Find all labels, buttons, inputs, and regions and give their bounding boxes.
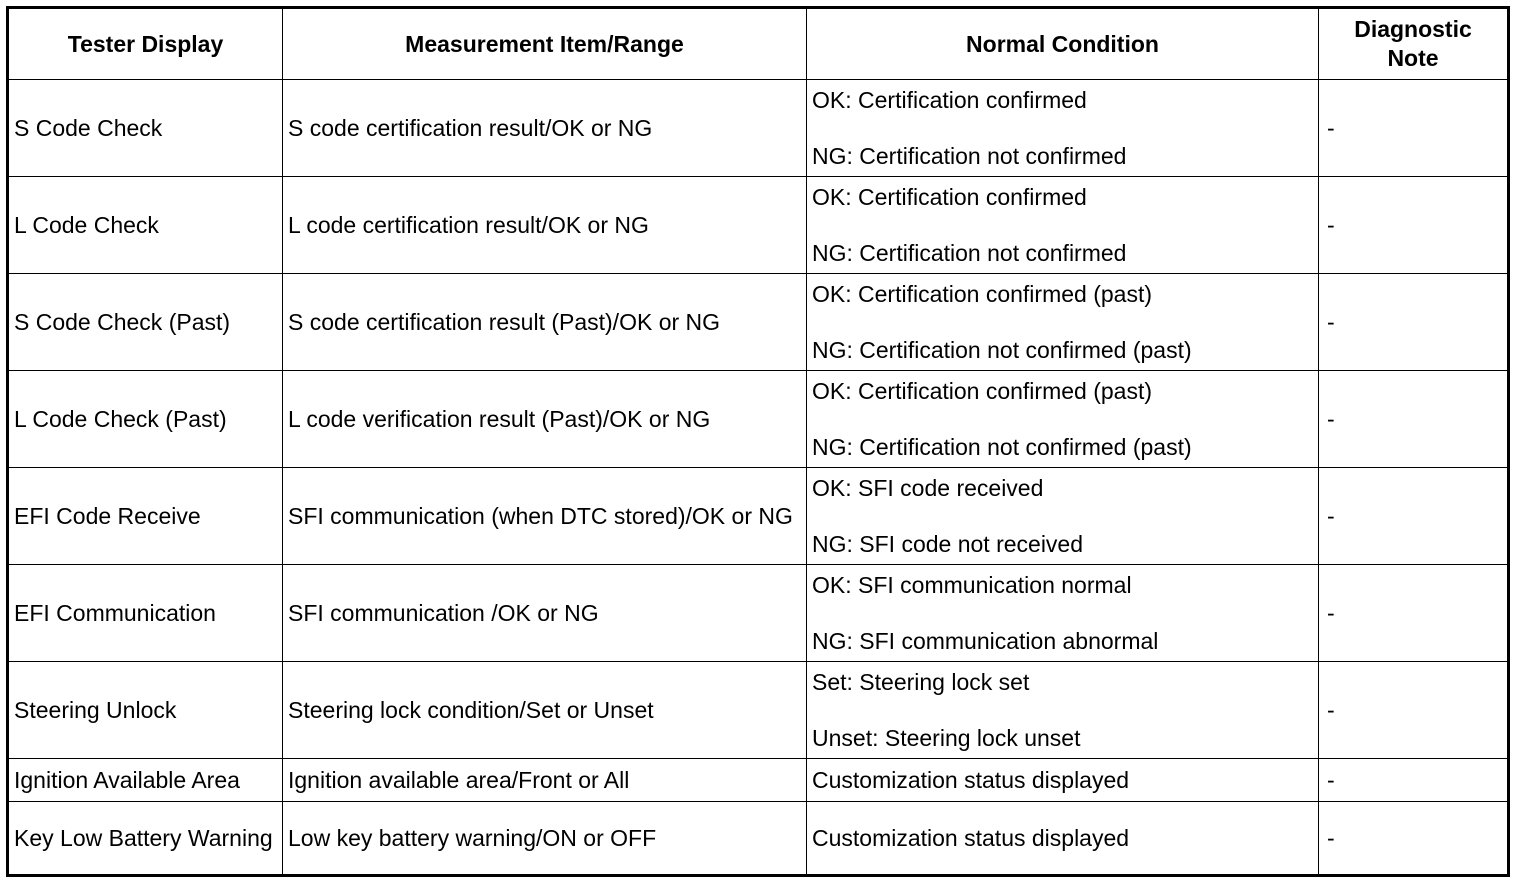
cell-condition [807, 274, 1319, 371]
cell-display: S Code Check (Past) [8, 274, 283, 371]
table-row [8, 802, 1509, 876]
table-header-row [8, 8, 1509, 80]
cell-measurement: Steering lock condition/Set or Unset [283, 662, 807, 759]
cell-note: - [1319, 468, 1509, 565]
cell-display: Key Low Battery Warning [8, 802, 283, 876]
table-row [8, 662, 1509, 759]
condition-ng: NG: SFI code not received [812, 531, 1084, 557]
cell-measurement: SFI communication (when DTC stored)/OK or NG [283, 468, 807, 565]
cell-display: L Code Check (Past) [8, 371, 283, 468]
condition-ok: OK: Certification confirmed (past) [812, 378, 1153, 404]
cell-display: L Code Check [8, 177, 283, 274]
cell-measurement: L code verification result (Past)/OK or NG [283, 371, 807, 468]
cell-display: Steering Unlock [8, 662, 283, 759]
condition-set: Set: Steering lock set [812, 669, 1030, 695]
table-row [8, 468, 1509, 565]
cell-condition: Customization status displayed [807, 802, 1319, 876]
cell-measurement: L code certification result/OK or NG [283, 177, 807, 274]
cell-condition: Customization status displayed [807, 759, 1319, 802]
cell-display: EFI Communication [8, 565, 283, 662]
cell-condition [807, 662, 1319, 759]
cell-note: - [1319, 274, 1509, 371]
cell-note: - [1319, 565, 1509, 662]
cell-measurement: Ignition available area/Front or All [283, 759, 807, 802]
condition-ng: NG: SFI communication abnormal [812, 628, 1159, 654]
cell-note: - [1319, 177, 1509, 274]
cell-note: - [1319, 80, 1509, 177]
header-tester-display: Tester Display [8, 8, 283, 80]
cell-condition [807, 371, 1319, 468]
condition-ng: NG: Certification not confirmed [812, 143, 1127, 169]
condition-ok: OK: SFI communication normal [812, 572, 1132, 598]
condition-ok: OK: Certification confirmed (past) [812, 281, 1153, 307]
table-row [8, 565, 1509, 662]
cell-display: S Code Check [8, 80, 283, 177]
cell-condition [807, 565, 1319, 662]
cell-note: - [1319, 802, 1509, 876]
cell-display: Ignition Available Area [8, 759, 283, 802]
header-normal-condition: Normal Condition [807, 8, 1319, 80]
table-row [8, 80, 1509, 177]
cell-condition [807, 80, 1319, 177]
condition-ng: NG: Certification not confirmed (past) [812, 434, 1192, 460]
condition-ok: OK: Certification confirmed [812, 184, 1087, 210]
cell-measurement: S code certification result/OK or NG [283, 80, 807, 177]
tester-display-table [6, 6, 1510, 877]
cell-note: - [1319, 371, 1509, 468]
table-row [8, 371, 1509, 468]
table-row [8, 177, 1509, 274]
condition-unset: Unset: Steering lock unset [812, 725, 1081, 751]
header-diagnostic-note [1319, 8, 1509, 80]
condition-ok: OK: Certification confirmed [812, 87, 1087, 113]
header-diagnostic-note-text: Diagnostic Note [1354, 16, 1472, 71]
table-row [8, 274, 1509, 371]
cell-condition [807, 468, 1319, 565]
cell-measurement: SFI communication /OK or NG [283, 565, 807, 662]
header-measurement-item: Measurement Item/Range [283, 8, 807, 80]
cell-condition [807, 177, 1319, 274]
condition-ng: NG: Certification not confirmed [812, 240, 1127, 266]
condition-ng: NG: Certification not confirmed (past) [812, 337, 1192, 363]
cell-measurement: S code certification result (Past)/OK or NG [283, 274, 807, 371]
cell-measurement: Low key battery warning/ON or OFF [283, 802, 807, 876]
cell-display: EFI Code Receive [8, 468, 283, 565]
condition-ok: OK: SFI code received [812, 475, 1044, 501]
cell-note: - [1319, 662, 1509, 759]
table-row [8, 759, 1509, 802]
cell-note: - [1319, 759, 1509, 802]
